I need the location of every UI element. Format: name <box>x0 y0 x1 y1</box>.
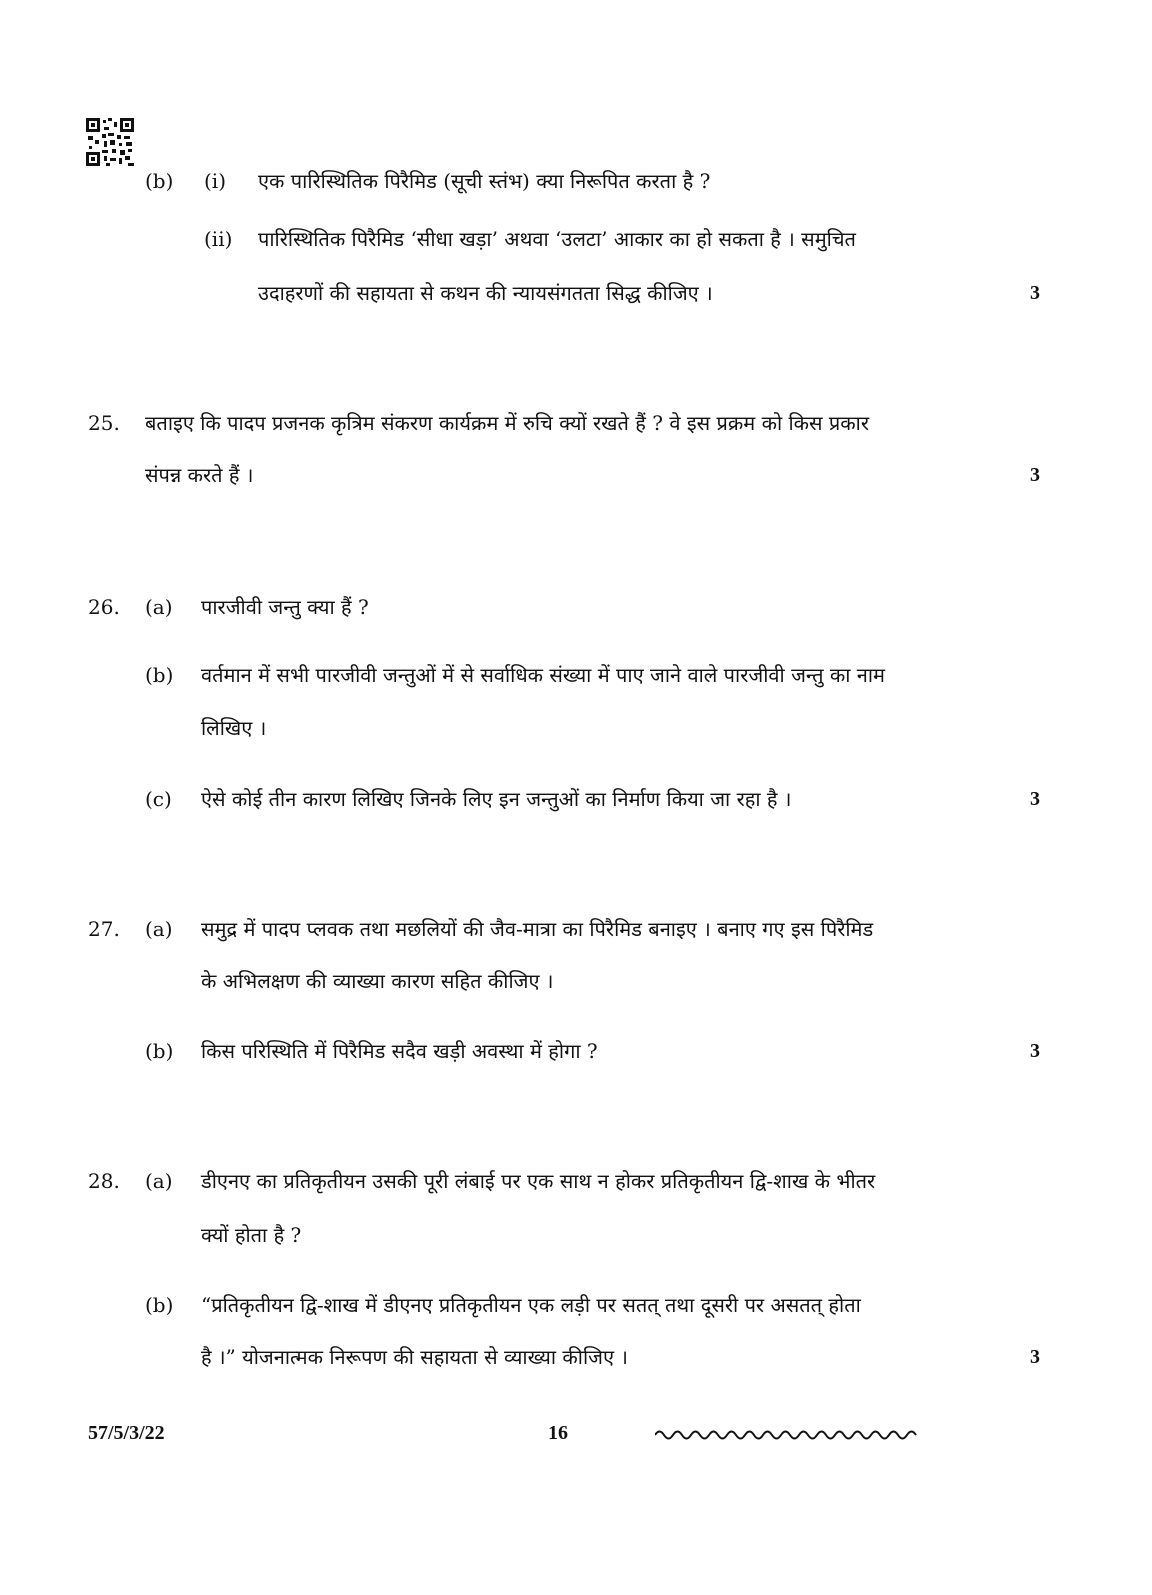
paper-code: 57/5/3/22 <box>88 1422 165 1444</box>
q24b-label: (b) <box>145 169 174 193</box>
q27a-text-2: के अभिलक्षण की व्याख्या कारण सहित कीजिए । <box>201 969 554 993</box>
q28b-text-2: है ।” योजनात्मक निरूपण की सहायता से व्याख्या कीजिए । <box>201 1345 628 1369</box>
q27b-text: किस परिस्थिति में पिरैमिड सदैव खड़ी अवस्था में होगा ? <box>201 1039 598 1063</box>
q25-text-2: संपन्न करते हैं । <box>145 463 254 487</box>
q24b-ii-text-1: पारिस्थितिक पिरैमिड ‘सीधा खड़ा’ अथवा ‘उलटा’ आकार का हो सकता है । समुचित <box>258 227 856 251</box>
qr-code-icon <box>86 118 134 166</box>
q28b-label: (b) <box>145 1293 174 1317</box>
q27b-label: (b) <box>145 1039 174 1063</box>
q24b-ii-label: (ii) <box>204 227 233 251</box>
q24b-i-text: एक पारिस्थितिक पिरैमिड (सूची स्तंभ) क्या निरूपित करता है ? <box>258 169 711 193</box>
q24-marks: 3 <box>1030 282 1040 304</box>
q26c-text: ऐसे कोई तीन कारण लिखिए जिनके लिए इन जन्तुओं का निर्माण किया जा रहा है । <box>201 787 792 811</box>
q26-number: 26. <box>88 595 120 619</box>
q27-marks: 3 <box>1030 1040 1040 1062</box>
q26a-label: (a) <box>145 595 173 619</box>
q24b-i-label: (i) <box>204 169 227 193</box>
q27-number: 27. <box>88 917 120 941</box>
q26b-label: (b) <box>145 663 174 687</box>
page-number: 16 <box>548 1422 568 1444</box>
q28a-text-2: क्यों होता है ? <box>201 1223 302 1247</box>
q28b-text-1: “प्रतिकृतीयन द्वि-शाख में डीएनए प्रतिकृतीयन एक लड़ी पर सतत् तथा दूसरी पर असतत् होता <box>201 1293 861 1317</box>
q25-number: 25. <box>88 411 120 435</box>
q26c-label: (c) <box>145 787 172 811</box>
q25-marks: 3 <box>1030 464 1040 486</box>
q26b-text-2: लिखिए । <box>201 716 267 740</box>
q28-marks: 3 <box>1030 1346 1040 1368</box>
q27a-text-1: समुद्र में पादप प्लवक तथा मछलियों की जैव-मात्रा का पिरैमिड बनाइए । बनाए गए इस पिरैमिड <box>201 917 874 941</box>
q28a-label: (a) <box>145 1169 173 1193</box>
q25-text-1: बताइए कि पादप प्रजनक कृत्रिम संकरण कार्यक्रम में रुचि क्यों रखते हैं ? वे इस प्रक्रम को किस प्रकार <box>145 411 869 435</box>
q26-marks: 3 <box>1030 788 1040 810</box>
q28a-text-1: डीएनए का प्रतिकृतीयन उसकी पूरी लंबाई पर एक साथ न होकर प्रतिकृतीयन द्वि-शाख के भीतर <box>201 1169 876 1193</box>
q26b-text-1: वर्तमान में सभी पारजीवी जन्तुओं में से सर्वाधिक संख्या में पाए जाने वाले पारजीवी जन्तु का नाम <box>201 663 885 687</box>
q24b-ii-text-2: उदाहरणों की सहायता से कथन की न्यायसंगतता सिद्ध कीजिए । <box>258 281 713 305</box>
q28-number: 28. <box>88 1169 120 1193</box>
wavy-line-icon <box>655 1428 917 1442</box>
q26a-text: पारजीवी जन्तु क्या हैं ? <box>201 595 369 619</box>
q27a-label: (a) <box>145 917 173 941</box>
